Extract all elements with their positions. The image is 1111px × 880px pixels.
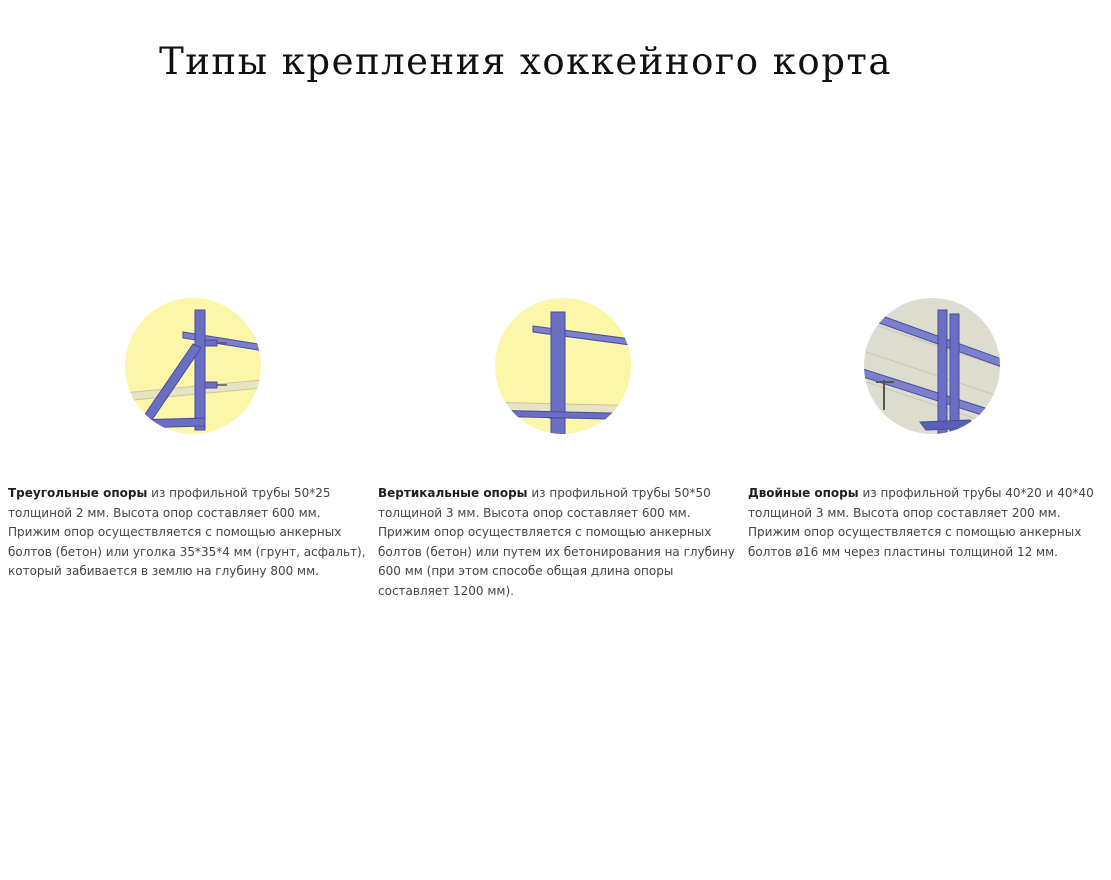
support-text: из профильной трубы 50*50 толщиной 3 мм. Высота опор составляет 600 мм. Прижим опор осуществляется с помощью анкерных болтов (бетон) или путем их бетонирования на глубину 600 мм (при этом способе общая длина опоры составляет 1200 мм).: [378, 486, 735, 598]
page-title: Типы крепления хоккейного корта: [159, 40, 892, 83]
support-description-triangular: [8, 484, 370, 582]
support-description-double: [748, 484, 1110, 562]
double-support-illustration: [860, 290, 1010, 440]
support-text: из профильной трубы 40*20 и 40*40 толщиной 3 мм. Высота опор составляет 200 мм. Прижим опор осуществляется с помощью анкерных болтов ø16 мм через пластины толщиной 12 мм.: [748, 486, 1094, 559]
support-text: из профильной трубы 50*25 толщиной 2 мм. Высота опор составляет 600 мм. Прижим опор осуществляется с помощью анкерных болтов (бетон) или уголка 35*35*4 мм (грунт, асфальт), который забивается в землю на глубину 800 мм.: [8, 486, 366, 578]
support-name: Двойные опоры: [748, 486, 859, 500]
support-name: Треугольные опоры: [8, 486, 148, 500]
support-name: Вертикальные опоры: [378, 486, 528, 500]
triangular-support-illustration: [123, 290, 273, 440]
support-description-vertical: [378, 484, 740, 601]
vertical-support-illustration: [493, 290, 643, 440]
